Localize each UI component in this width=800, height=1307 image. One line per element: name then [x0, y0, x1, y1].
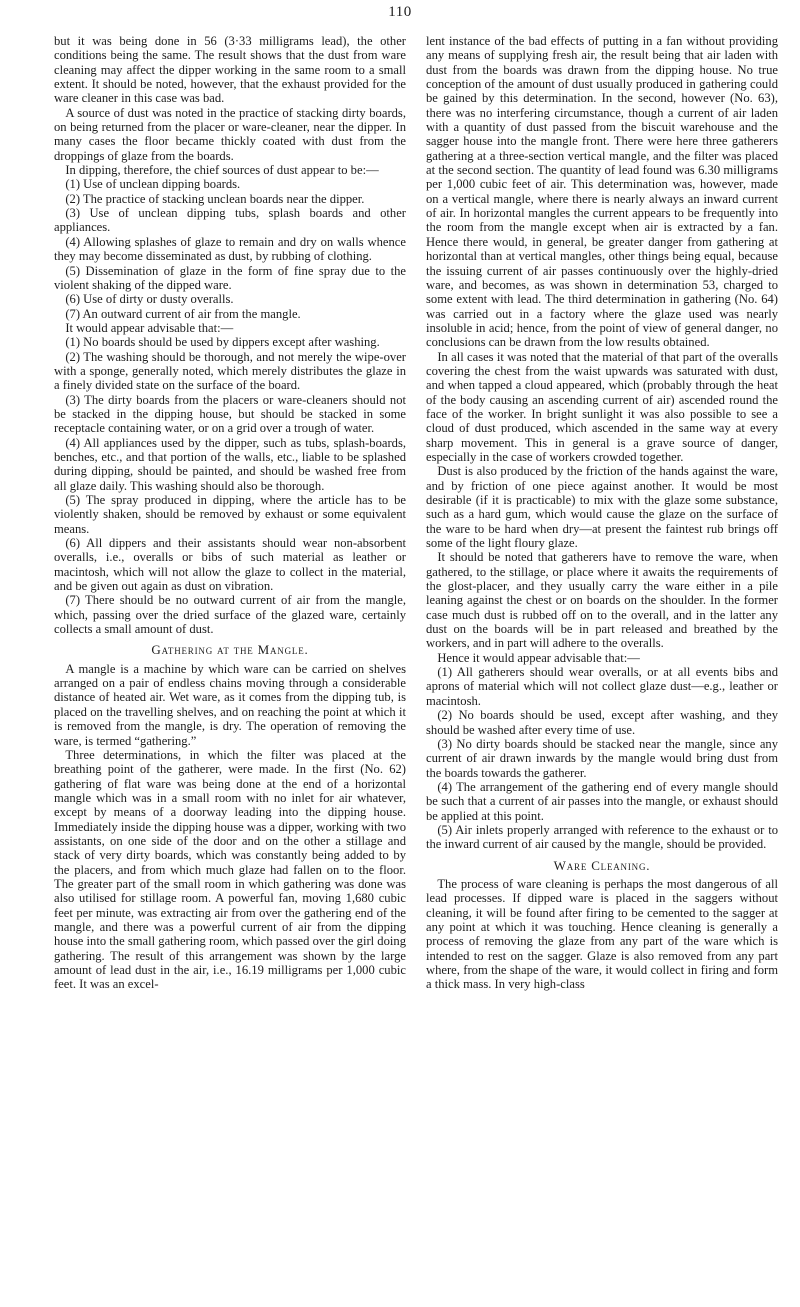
- list-item: (4) All appliances used by the dipper, such as tubs, splash-boards, benches, etc., and that portion of the walls, etc., liable to be splashed during dipping, should be painted, and should be washed free from all glaze daily. This washing should also be thorough.: [54, 435, 406, 493]
- paragraph: but it was being done in 56 (3·33 milligrams lead), the other conditions being the same. The result shows that the dust from ware cleaning may affect the dipper working in the same room to a small extent. It should be noted, however, that the exhaust provided for the ware cleaner in this case was bad.: [54, 34, 406, 106]
- list-item: (1) No boards should be used by dippers except after washing.: [65, 335, 380, 350]
- list-item: (5) Air inlets properly arranged with reference to the exhaust or to the inward current of air caused by the mangle, should be provided.: [426, 822, 778, 852]
- section-heading: Ware Cleaning.: [553, 857, 651, 873]
- paragraph: It would appear advisable that:—: [65, 320, 234, 335]
- list-item: (5) Dissemination of glaze in the form of fine spray due to the violent shaking of the dipped ware.: [54, 263, 406, 292]
- paragraph: Dust is also produced by the friction of the hands against the ware, and by friction of one piece against another. It would be most desirable (if it is practicable) to mix with the glaze some substance, such as a hard gum, which would cause the glaze on the surface of the ware to be hard when dry—at present the faintest rub brings off some of the light floury glaze.: [426, 464, 778, 551]
- paragraph: The process of ware cleaning is perhaps the most dangerous of all lead processes. If dipped ware is placed in the saggers without cleaning, it will be found after firing to be cemented to the sagger at any point at which it was touching. Hence cleaning is generally a process of removing the glaze from any part of the ware which is intended to rest on the sagger. Glaze is also removed from any part where, from the shape of the ware, it would collect in firing and form a thick mass. In very high-class: [426, 876, 778, 992]
- paragraph: lent instance of the bad effects of putting in a fan without providing any means of supplying fresh air, the result being that air laden with dust from the boards was drawn from the dipping house. No true conception of the amount of dust usually produced in gathering could be gained by this determination. In the second, however (No. 63), there was no interfering circumstance, though a current of air laden with a quantity of dust passed from the biscuit warehouse and the sagger house into the mangle front. There were here three gatherers gathering at a three-section vertical mangle, and the filter was placed at the second section. The quantity of lead found was 6.30 milligrams per 1,000 cubic feet of air. This determination was, however, made on a vertical mangle, where there is nearly always an inward current of air. In horizontal mangles the current appears to be frequently into the room from the mangle except when air is extracted by a fan. Hence there would, in general, be greater danger from gathering at horizontal than at vertical mangles, other things being equal, because the issuing current of air passes continuously over the highly-dried ware, and becomes, as was shown in determination 53, charged to some extent with lead. The third determination in gathering (No. 64) was carried out in a factory where the glaze used was nearly insoluble in acid; hence, from the point of view of general danger, no conclusions can be drawn from the low results obtained.: [426, 34, 778, 350]
- list-item: (5) The spray produced in dipping, where the article has to be violently shaken, should be removed by exhaust or some equivalent means.: [54, 493, 406, 536]
- list-item: (7) There should be no outward current of air from the mangle, which, passing over the dried surface of the glazed ware, certainly collects a small amount of dust.: [54, 593, 406, 637]
- paragraph: In all cases it was noted that the material of that part of the overalls covering the chest from the waist upwards was saturated with dust, and when tapped a cloud appeared, which (probably through the heat of the body causing an ascending current of air) ascended round the face of the worker. In bright sunlight it was also possible to see a cloud of dust produced, which ascended in the same way at every sharp movement. This in general is a grave source of danger, especially in the case of workers crowded together.: [426, 349, 778, 464]
- list-item: (2) The practice of stacking unclean boards near the dipper.: [65, 191, 365, 206]
- section-heading: Gathering at the Mangle.: [151, 642, 309, 658]
- paragraph: It should be noted that gatherers have to remove the ware, when gathered, to the stillage, or place where it awaits the requirements of the glost-placer, and they usually carry the ware either in a pile leaning against the chest or on boards on the shoulder. In the former case much dust is rubbed off on to the overall, and in the latter any dust on the boards will be in part released and breathed by the workers, and in part will adhere to the overalls.: [426, 550, 778, 651]
- paragraph: In dipping, therefore, the chief sources of dust appear to be:—: [65, 163, 379, 178]
- paragraph: Hence it would appear advisable that:—: [437, 650, 640, 665]
- list-item: (1) Use of unclean dipping boards.: [65, 177, 241, 192]
- list-item: (3) Use of unclean dipping tubs, splash boards and other appliances.: [54, 206, 406, 235]
- list-item: (4) Allowing splashes of glaze to remain and dry on walls whence they may become disseminated as dust, by rubbing of clothing.: [54, 234, 406, 264]
- paragraph: A source of dust was noted in the practice of stacking dirty boards, on being returned from the placer or ware-cleaner, near the dipper. In many cases the floor became thickly coated with dust from the droppings of glaze from the boards.: [54, 105, 406, 163]
- list-item: (3) No dirty boards should be stacked near the mangle, since any current of air drawn inwards by the mangle would bring dust from the boards towards the gatherer.: [426, 736, 778, 780]
- list-item: (6) Use of dirty or dusty overalls.: [65, 292, 234, 307]
- list-item: (4) The arrangement of the gathering end of every mangle should be such that a current of air passes into the mangle, or exhaust should be applied at this point.: [426, 779, 778, 823]
- paragraph: A mangle is a machine by which ware can be carried on shelves arranged on a pair of endless chains moving through a considerable distance of heated air. Wet ware, as it comes from the dipping tub, is placed on the travelling shelves, and on reaching the point at which it is removed from the mangle, is dry. The operation of removing the ware, is termed “gathering.”: [54, 661, 406, 748]
- list-item: (2) The washing should be thorough, and not merely the wipe-over with a sponge, generally noted, which merely distributes the glaze in a finely divided state on the surface of the board.: [54, 349, 406, 393]
- page-number: 110: [388, 4, 412, 20]
- left-text-column: [54, 34, 406, 992]
- list-item: (3) The dirty boards from the placers or ware-cleaners should not be stacked in the dipping house, but should be stacked in some receptacle containing water, or on a grid over a trough of water.: [54, 392, 406, 436]
- right-text-column: [426, 34, 778, 992]
- list-item: (6) All dippers and their assistants should wear non-absorbent overalls, i.e., overalls or bibs of such material as leather or macintosh, which will not allow the glaze to collect in the material, and be given out again as dust on vibration.: [54, 536, 406, 594]
- paragraph: Three determinations, in which the filter was placed at the breathing point of the gatherer, were made. In the first (No. 62) gathering of flat ware was being done at the end of a horizontal mangle which was in a small room with no inlet for air whatever, except by means of a doorway leading into the dipping house. Immediately inside the dipping house was a dipper, working with two assistants, on one side of the door and on the other a stillage and stack of very dirty boards, which was constantly being added to by the placers, and from which much glaze had fallen on to the floor. The greater part of the small room in which gathering was done was also utilised for stillage room. A powerful fan, moving 1,680 cubic feet per minute, was extracting air from over the gathering end of the mangle, and there was a powerful current of air from the dipping house into the small gathering room, which passed over the girl doing gathering. The result of this arrangement was shown by the large amount of lead dust in the air, i.e., 16.19 milligrams per 1,000 cubic feet. It was an excel-: [54, 747, 406, 992]
- list-item: (1) All gatherers should wear overalls, or at all events bibs and aprons of material which will not collect glaze dust—e.g., leather or macintosh.: [426, 665, 778, 708]
- list-item: (2) No boards should be used, except after washing, and they should be washed after every time of use.: [426, 708, 778, 737]
- list-item: (7) An outward current of air from the mangle.: [65, 306, 301, 321]
